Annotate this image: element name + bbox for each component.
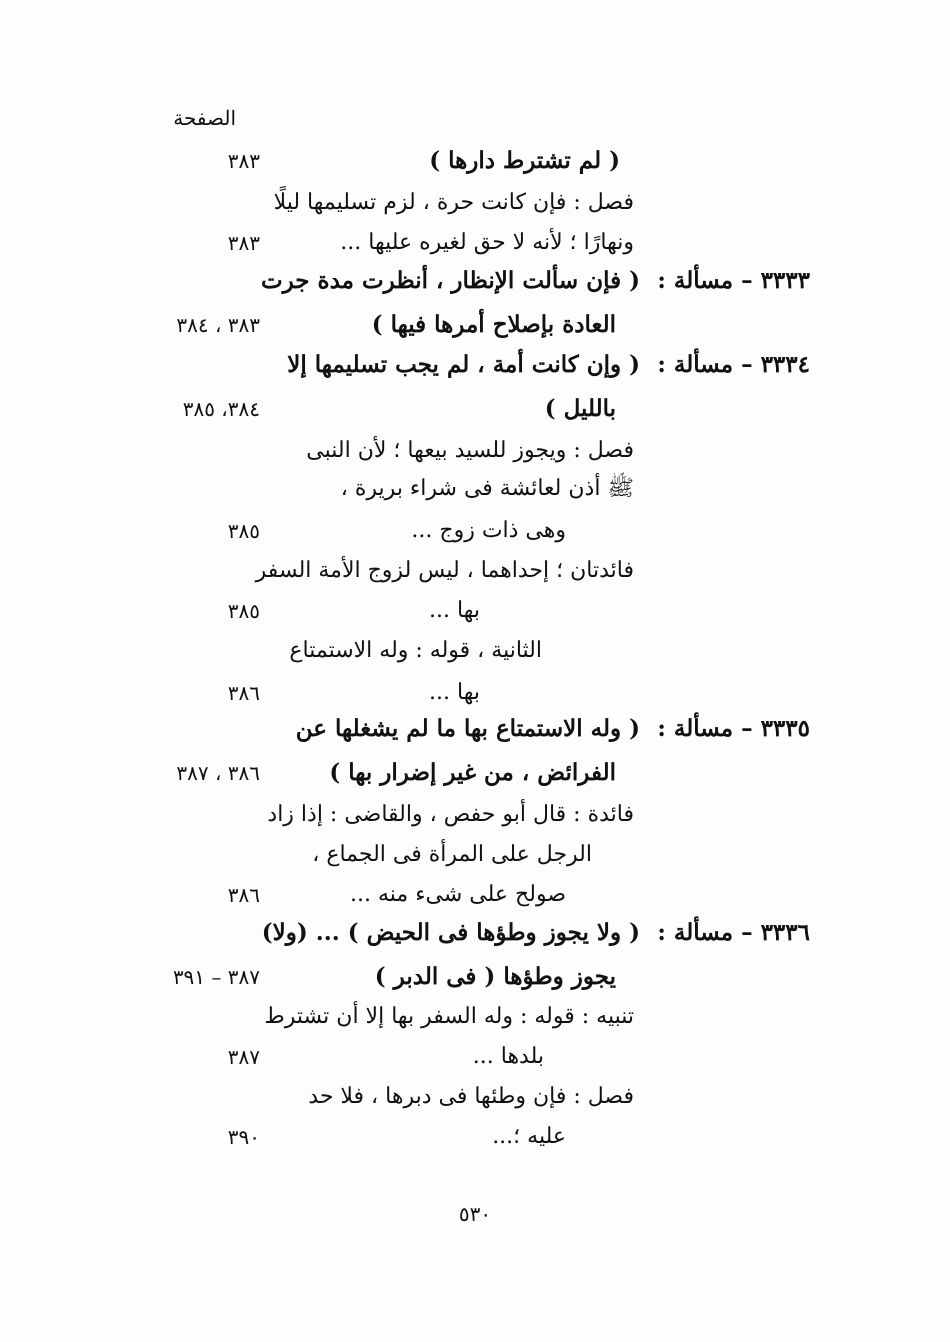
entry-text: بها ...: [429, 598, 480, 623]
entry-text: عليه ؛...: [492, 1124, 566, 1149]
page-ref: ٣٨٧: [227, 1045, 260, 1069]
entry-text: ونهارًا ؛ لأنه لا حق لغيره عليها ...: [340, 230, 634, 255]
page-ref: ٣٨٦ ، ٣٨٧: [176, 761, 260, 785]
entry-text: بها ...: [429, 680, 480, 705]
page-column-header: الصفحة: [173, 106, 236, 130]
page-ref: ٣٨٥: [227, 599, 260, 623]
entry-text: فائدة : قال أبو حفص ، والقاضى : إذا زاد: [267, 802, 634, 827]
page-ref: ٣٨٧ – ٣٩١: [172, 965, 260, 989]
entry-text: فصل : فإن وطئها فى دبرها ، فلا حد: [308, 1084, 634, 1109]
page-ref: ٣٨٣: [227, 149, 260, 173]
issue-number: ٣٣٣٤ – مسألة :: [657, 351, 810, 378]
entry-text: صولح على شىء منه ...: [350, 882, 566, 907]
entry-text: الفرائض ، من غير إضرار بها ): [329, 759, 616, 786]
page-ref: ٣٨٦: [227, 681, 260, 705]
entry-text: تنبيه : قوله : وله السفر بها إلا أن تشترط: [264, 1004, 634, 1029]
entry-text: ( ولا يجوز وطؤها فى الحيض ) ... (ولا): [261, 919, 640, 946]
entry-text: ( وله الاستمتاع بها ما لم يشغلها عن: [295, 715, 640, 742]
entry-text: ( لم تشترط دارها ): [429, 147, 620, 174]
entry-text: العادة بإصلاح أمرها فيها ): [371, 311, 616, 338]
entry-text: الثانية ، قوله : وله الاستمتاع: [289, 638, 542, 663]
entry-text: الرجل على المرأة فى الجماع ،: [312, 842, 592, 867]
issue-number: ٣٣٣٦ – مسألة :: [657, 919, 810, 946]
page-number: ٥٣٠: [458, 1202, 492, 1226]
entry-text: بلدها ...: [472, 1044, 544, 1069]
entry-text: فصل : فإن كانت حرة ، لزم تسليمها ليلًا: [273, 190, 634, 215]
entry-text: ﷺ أذن لعائشة فى شراء بريرة ،: [340, 476, 634, 501]
entry-text: فصل : ويجوز للسيد بيعها ؛ لأن النبى: [306, 438, 634, 463]
page-ref: ٣٩٠: [227, 1125, 260, 1149]
page-ref: ٣٨٣ ، ٣٨٤: [176, 313, 260, 337]
page-ref: ٣٨٤، ٣٨٥: [182, 397, 260, 421]
page-ref: ٣٨٥: [227, 519, 260, 543]
entry-text: بالليل ): [544, 395, 616, 422]
entry-text: فائدتان ؛ إحداهما ، ليس لزوج الأمة السفر: [255, 558, 634, 583]
issue-number: ٣٣٣٣ – مسألة :: [657, 267, 810, 294]
entry-text: ( وإن كانت أمة ، لم يجب تسليمها إلا: [287, 351, 640, 378]
entry-text: ( فإن سألت الإنظار ، أنظرت مدة جرت: [260, 267, 640, 294]
entry-text: يجوز وطؤها ( فى الدبر ): [374, 963, 616, 990]
page-ref: ٣٨٦: [227, 883, 260, 907]
entry-text: وهى ذات زوج ...: [411, 518, 566, 543]
page-ref: ٣٨٣: [227, 231, 260, 255]
issue-number: ٣٣٣٥ – مسألة :: [657, 715, 810, 742]
